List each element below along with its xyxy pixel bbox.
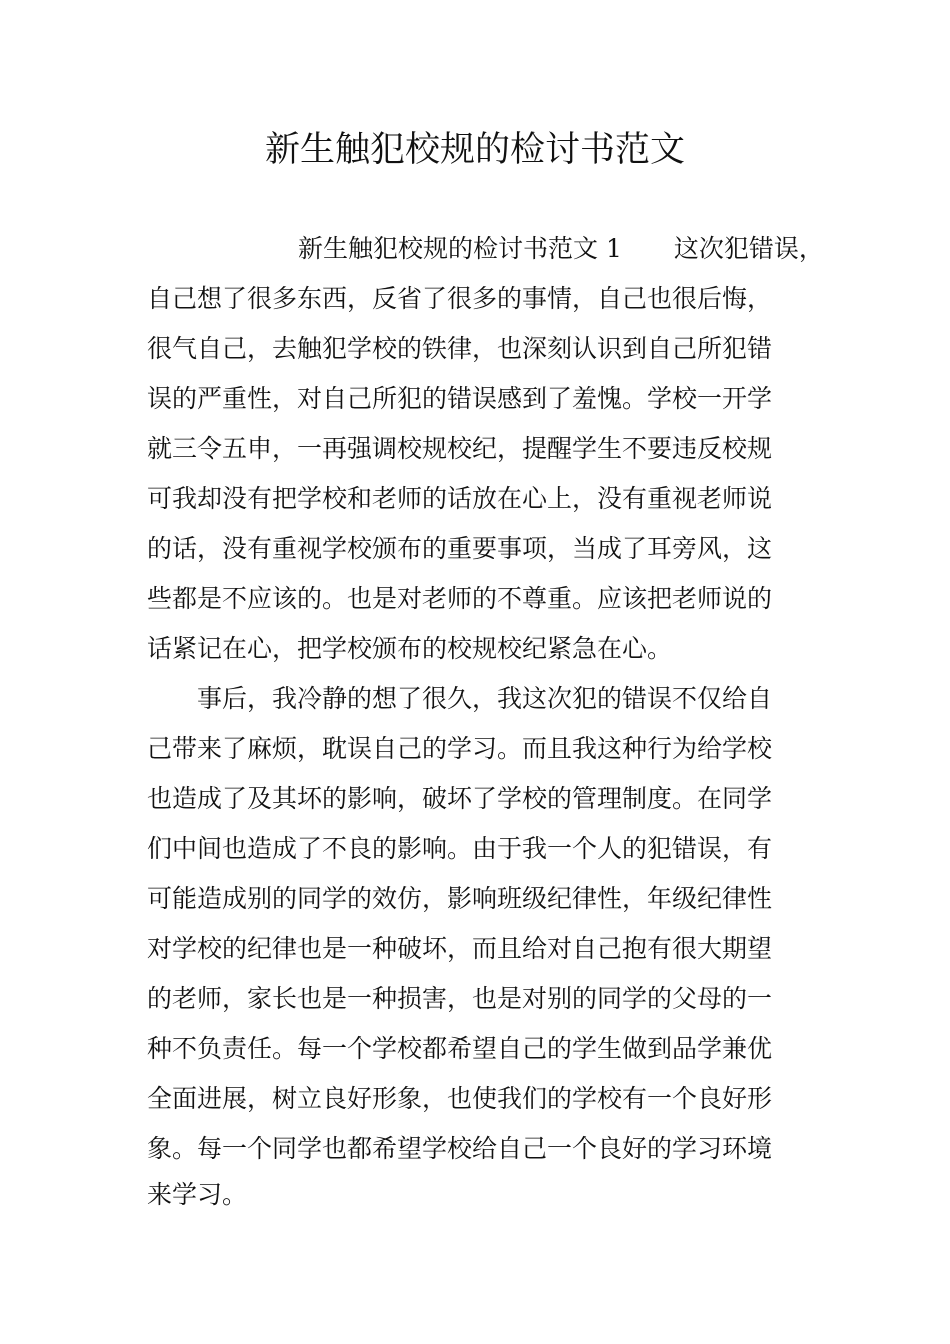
paragraph-line: 也造成了及其坏的影响，破坏了学校的管理制度。在同学 — [147, 784, 773, 813]
paragraph-first-line — [298, 224, 824, 274]
paragraph-line: 误的严重性，对自己所犯的错误感到了羞愧。学校一开学 — [147, 384, 773, 413]
section-heading: 新生触犯校规的检讨书范文 1 — [298, 234, 622, 263]
paragraph-line: 对学校的纪律也是一种破坏，而且给对自己抱有很大期望 — [147, 934, 773, 963]
paragraph-line: 可能造成别的同学的效仿，影响班级纪律性，年级纪律性 — [147, 884, 773, 913]
paragraph-line: 全面进展，树立良好形象，也使我们的学校有一个良好形 — [147, 1084, 773, 1113]
paragraph-line: 可我却没有把学校和老师的话放在心上，没有重视老师说 — [147, 484, 773, 513]
paragraph-line: 的话，没有重视学校颁布的重要事项，当成了耳旁风，这 — [147, 534, 773, 563]
paragraph-line: 种不负责任。每一个学校都希望自己的学生做到品学兼优 — [147, 1034, 773, 1063]
paragraph-line: 很气自己，去触犯学校的铁律，也深刻认识到自己所犯错 — [147, 334, 773, 363]
paragraph-line: 象。每一个同学也都希望学校给自己一个良好的学习环境 — [147, 1134, 773, 1163]
paragraph-line: 事后，我冷静的想了很久，我这次犯的错误不仅给自 — [197, 684, 773, 713]
paragraph-line: 些都是不应该的。也是对老师的不尊重。应该把老师说的 — [147, 584, 773, 613]
paragraph-text: 这次犯错误， — [673, 234, 824, 263]
paragraph-line: 己带来了麻烦，耽误自己的学习。而且我这种行为给学校 — [147, 734, 773, 763]
paragraph-line: 来学习。 — [147, 1180, 248, 1209]
paragraph-line: 就三令五申，一再强调校规校纪，提醒学生不要违反校规 — [147, 434, 773, 463]
paragraph-line: 的老师，家长也是一种损害，也是对别的同学的父母的一 — [147, 984, 773, 1013]
paragraph-line: 们中间也造成了不良的影响。由于我一个人的犯错误，有 — [147, 834, 773, 863]
paragraph-line: 话紧记在心，把学校颁布的校规校纪紧急在心。 — [147, 634, 673, 663]
document-title: 新生触犯校规的检讨书范文 — [264, 130, 685, 170]
paragraph-line: 自己想了很多东西，反省了很多的事情，自己也很后悔， — [147, 284, 773, 313]
